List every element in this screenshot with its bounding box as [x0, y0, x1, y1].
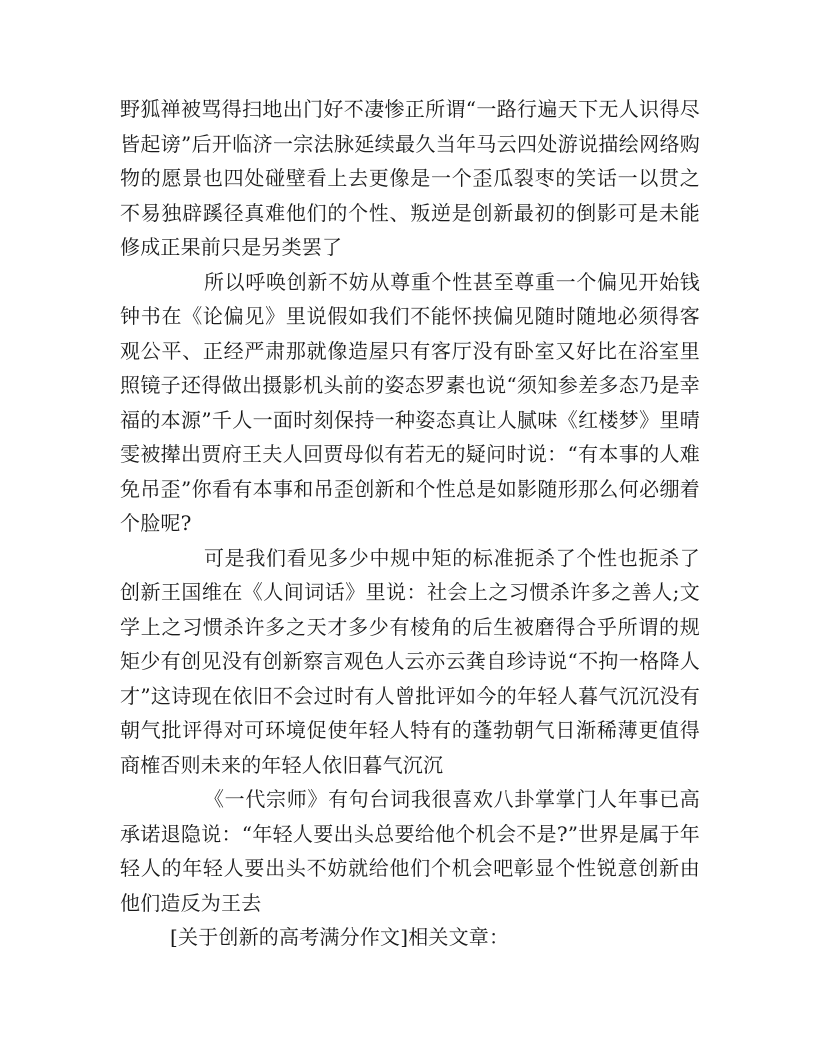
related-articles-label: [关于创新的高考满分作文]相关文章： [170, 925, 510, 949]
paragraph-4: 《一代宗师》有句台词我很喜欢八卦掌掌门人年事已高承诺退隐说：“年轻人要出头总要给他个机会不是?”世界是属于年轻人的年轻人要出头不妨就给他们个机会吧彰显个性锐意创新由他们造反为王去 [120, 787, 700, 915]
paragraph-1: 野狐禅被骂得扫地出门好不凄惨正所谓“一路行遍天下无人识得尽皆起谤”后开临济一宗法脉延续最久当年马云四处游说描绘网络购物的愿景也四处碰壁看上去更像是一个歪瓜裂枣的笑话一以贯之不易独辟蹊径真难他们的个性、叛逆是创新最初的倒影可是未能修成正果前只是另类罢了 [120, 97, 700, 259]
paragraph-3: 可是我们看见多少中规中矩的标准扼杀了个性也扼杀了创新王国维在《人间词话》里说：社会上之习惯杀许多之善人;文学上之习惯杀许多之天才多少有棱角的后生被磨得合乎所谓的规矩少有创见没有创新察言观色人云亦云龚自珍诗说“不拘一格降人才”这诗现在依旧不会过时有人曾批评如今的年轻人暮气沉沉没有朝气批评得对可环境促使年轻人特有的蓬勃朝气日渐稀薄更值得商榷否则未来的年轻人依旧暮气沉沉 [120, 545, 700, 777]
paragraph-2: 所以呼唤创新不妨从尊重个性甚至尊重一个偏见开始钱钟书在《论偏见》里说假如我们不能怀挟偏见随时随地必须得客观公平、正经严肃那就像造屋只有客厅没有卧室又好比在浴室里照镜子还得做出摄影机头前的姿态罗素也说“须知参差多态乃是幸福的本源”千人一面时刻保持一种姿态真让人腻味《红楼梦》里晴雯被撵出贾府王夫人回贾母似有若无的疑问时说：“有本事的人难免吊歪”你看有本事和吊歪创新和个性总是如影随形那么何必绷着个脸呢? [120, 269, 700, 535]
document-page [120, 92, 700, 955]
